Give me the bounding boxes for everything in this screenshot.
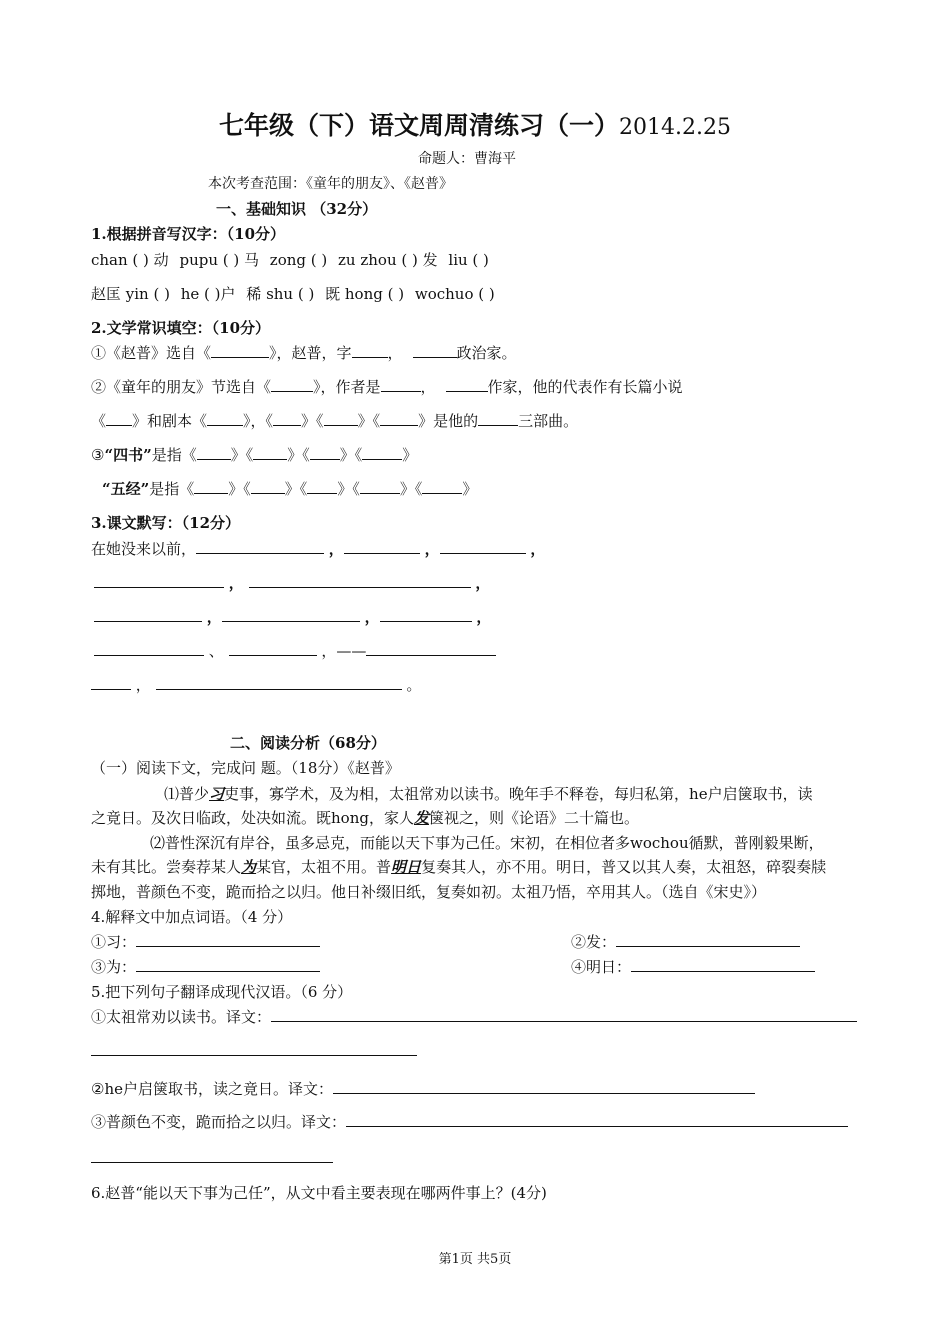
- scope-line: 本次考查范围：《童年的朋友》、《赵普》: [208, 176, 453, 192]
- q3-line-2: ， ，: [94, 573, 490, 593]
- answer-blank[interactable]: [333, 1079, 755, 1094]
- q1-blank[interactable]: zong ( ): [269, 251, 328, 269]
- fill-blank[interactable]: [91, 675, 131, 690]
- author-line: 命题人：曹海平: [418, 151, 516, 167]
- q3-line-3: ， ， ，: [94, 607, 491, 627]
- fill-blank[interactable]: [413, 343, 457, 358]
- fill-blank[interactable]: [156, 675, 402, 690]
- answer-blank[interactable]: [136, 957, 320, 972]
- fill-blank[interactable]: [446, 377, 488, 392]
- text: ②《童年的朋友》节选自《: [91, 378, 272, 396]
- text: 未有其比。尝奏荐某人: [91, 858, 242, 876]
- fill-blank[interactable]: [344, 539, 420, 554]
- q2-line-2: [91, 377, 683, 397]
- q4-heading: 4.解释文中加点词语。（4 分）: [91, 908, 293, 926]
- text: ③: [91, 446, 105, 464]
- fill-blank[interactable]: [273, 411, 301, 426]
- fill-blank[interactable]: [222, 607, 360, 622]
- q1-blank[interactable]: liu ( ): [448, 251, 489, 269]
- q4-item: [91, 932, 320, 952]
- q2-line-1: [91, 343, 517, 363]
- q3-line-5: ， 。: [91, 675, 421, 695]
- fill-blank[interactable]: [380, 607, 472, 622]
- text: 》《: [357, 412, 381, 430]
- text: 《: [91, 412, 107, 430]
- answer-blank[interactable]: [91, 1148, 333, 1163]
- text: 》，作者是: [313, 378, 381, 396]
- text: 》，《: [243, 412, 274, 430]
- text: ③普颜色不变，跪而拾之以归。译文：: [91, 1113, 347, 1131]
- text: ③为：: [91, 958, 137, 976]
- q5-heading: 5.把下列句子翻译成现代汉语。（6 分）: [91, 983, 353, 1001]
- section-2-heading: 二、阅读分析（68分）: [230, 734, 386, 752]
- text: 在她没来以前，: [91, 540, 197, 558]
- q4-item: [571, 957, 815, 977]
- fill-blank[interactable]: [211, 343, 269, 358]
- fill-blank[interactable]: [194, 479, 228, 494]
- text: 吏事，寡学术，及为相，太祖常劝以读书。晚年手不释卷，每归私第，he户启箧取书，读: [224, 785, 813, 803]
- passage-line: [91, 808, 639, 828]
- q5-sentence-3: [91, 1112, 848, 1132]
- q1-blank[interactable]: zu zhou ( ) 发: [338, 251, 438, 269]
- text: ⑴普少: [164, 785, 210, 803]
- text: 某官，太祖不用。普: [256, 858, 392, 876]
- q1-line-1: [91, 250, 489, 270]
- q1-blank[interactable]: wochuo ( ): [414, 285, 495, 303]
- answer-blank[interactable]: [136, 932, 320, 947]
- fill-blank[interactable]: [380, 411, 418, 426]
- fill-blank[interactable]: [196, 539, 324, 554]
- text: 》: [462, 480, 478, 498]
- text: ②he户启箧取书，读之竟日。译文：: [91, 1080, 333, 1098]
- text: 》《: [230, 446, 254, 464]
- text: 》是他的: [418, 412, 479, 430]
- fill-blank[interactable]: [324, 411, 358, 426]
- text: 政治家。: [456, 344, 517, 362]
- text: 》《: [284, 480, 308, 498]
- passage-line: 掷地，普颜色不变，跪而拾之以归。他日补缀旧纸，复奏如初。太祖乃悟，卒用其人。（选自《宋史》）: [91, 883, 767, 901]
- q2-line-4: [91, 445, 417, 465]
- passage-line: [164, 784, 813, 804]
- q5-continuation: [91, 1148, 333, 1168]
- answer-blank[interactable]: [616, 932, 800, 947]
- fill-blank[interactable]: [253, 445, 287, 460]
- marked-word: 为: [241, 858, 257, 876]
- fill-blank[interactable]: [94, 641, 204, 656]
- text: ，: [420, 378, 436, 396]
- fill-blank[interactable]: [381, 377, 421, 392]
- fill-blank[interactable]: [366, 641, 496, 656]
- marked-word: 习: [209, 785, 225, 803]
- title-text: 七年级（下）语文周周清练习（一）: [219, 111, 620, 140]
- text: 》，赵普，字: [269, 344, 352, 362]
- passage-line: [91, 857, 826, 877]
- text: 。: [406, 676, 422, 694]
- fill-blank[interactable]: [362, 445, 402, 460]
- q2-line-3: [91, 411, 578, 431]
- text: “五经”: [102, 480, 150, 498]
- q1-line-2: [91, 284, 495, 304]
- text: 是指《: [151, 446, 197, 464]
- fill-blank[interactable]: [440, 539, 526, 554]
- q4-item: [571, 932, 800, 952]
- text: 》《: [337, 480, 360, 498]
- text: 》《: [399, 480, 423, 498]
- text: “四书”: [104, 446, 152, 464]
- fill-blank[interactable]: [197, 445, 231, 460]
- q4-item: [91, 957, 320, 977]
- fill-blank[interactable]: [478, 411, 518, 426]
- answer-blank[interactable]: [91, 1041, 417, 1056]
- fill-blank[interactable]: [94, 573, 224, 588]
- q6-heading: 6.赵普“能以天下事为己任”，从文中看主要表现在哪两件事上？(4分): [91, 1184, 547, 1202]
- title-date: 2014.2.25: [619, 115, 731, 140]
- text: ，: [387, 344, 403, 362]
- text: 复奏其人，亦不用。明日，普又以其人奏，太祖怒，碎裂奏牍: [421, 858, 827, 876]
- fill-blank[interactable]: [229, 641, 317, 656]
- q1-blank[interactable]: 稀 shu ( ): [246, 285, 315, 303]
- q1-blank[interactable]: 赵匡 yin ( ): [91, 285, 170, 303]
- text: ①《赵普》选自《: [91, 344, 212, 362]
- page-title: [0, 106, 950, 142]
- fill-blank[interactable]: [106, 411, 132, 426]
- answer-blank[interactable]: [631, 957, 815, 972]
- q5-sentence-1: [91, 1007, 857, 1027]
- q3-line-4: 、 ，——: [94, 641, 496, 661]
- fill-blank[interactable]: [249, 573, 471, 588]
- fill-blank[interactable]: [360, 479, 400, 494]
- passage-line: ⑵普性深沉有岸谷，虽多忌克，而能以天下事为己任。宋初，在相位者多wochou循默，普刚毅果断，: [150, 834, 824, 852]
- fill-blank[interactable]: [207, 411, 243, 426]
- q2-heading: 2.文学常识填空：（10分）: [91, 319, 271, 337]
- q3-line-1: 在她没来以前， ， ， ，: [91, 540, 546, 558]
- text: 》《: [339, 446, 363, 464]
- q5-sentence-2: [91, 1079, 755, 1099]
- text: ——: [336, 642, 367, 660]
- answer-blank[interactable]: [271, 1007, 857, 1022]
- text: 是指《: [149, 480, 195, 498]
- text: 》《: [228, 480, 251, 498]
- text: ④明日：: [571, 958, 632, 976]
- q1-blank[interactable]: chan ( ) 动: [91, 251, 169, 269]
- reading-intro: （一）阅读下文，完成问 题。（18分）《赵普》: [91, 759, 400, 777]
- q5-continuation: [91, 1041, 417, 1061]
- text: 作家，他的代表作有长篇小说: [487, 378, 683, 396]
- q1-blank[interactable]: he ( )户: [180, 285, 236, 303]
- fill-blank[interactable]: [422, 479, 462, 494]
- answer-blank[interactable]: [346, 1112, 848, 1127]
- text: ①习：: [91, 933, 137, 951]
- page-footer: 第1页 共5页: [438, 1252, 512, 1267]
- text: 》: [402, 446, 418, 464]
- marked-word: 发: [413, 809, 429, 827]
- fill-blank[interactable]: [352, 343, 388, 358]
- q1-heading: 1.根据拼音写汉字：（10分）: [91, 225, 286, 243]
- q2-line-5: [102, 479, 477, 499]
- q1-blank[interactable]: pupu ( ) 马: [179, 251, 260, 269]
- marked-word: 明日: [391, 858, 422, 876]
- text: 》《: [301, 412, 324, 430]
- fill-blank[interactable]: [271, 377, 313, 392]
- text: 箧视之，则《论语》二十篇也。: [428, 809, 639, 827]
- fill-blank[interactable]: [307, 479, 337, 494]
- fill-blank[interactable]: [94, 607, 202, 622]
- text: ②发：: [571, 933, 617, 951]
- q3-heading: 3.课文默写：（12分）: [91, 514, 241, 532]
- q1-blank[interactable]: 既 hong ( ): [325, 285, 405, 303]
- text: 》和剧本《: [132, 412, 208, 430]
- section-1-heading: 一、基础知识 （32分）: [216, 200, 378, 218]
- text: 》《: [287, 446, 310, 464]
- text: 之竟日。及次日临政，处决如流。既hong，家人: [91, 809, 414, 827]
- text: 三部曲。: [518, 412, 579, 430]
- fill-blank[interactable]: [251, 479, 285, 494]
- text: ①太祖常劝以读书。译文：: [91, 1008, 272, 1026]
- fill-blank[interactable]: [310, 445, 340, 460]
